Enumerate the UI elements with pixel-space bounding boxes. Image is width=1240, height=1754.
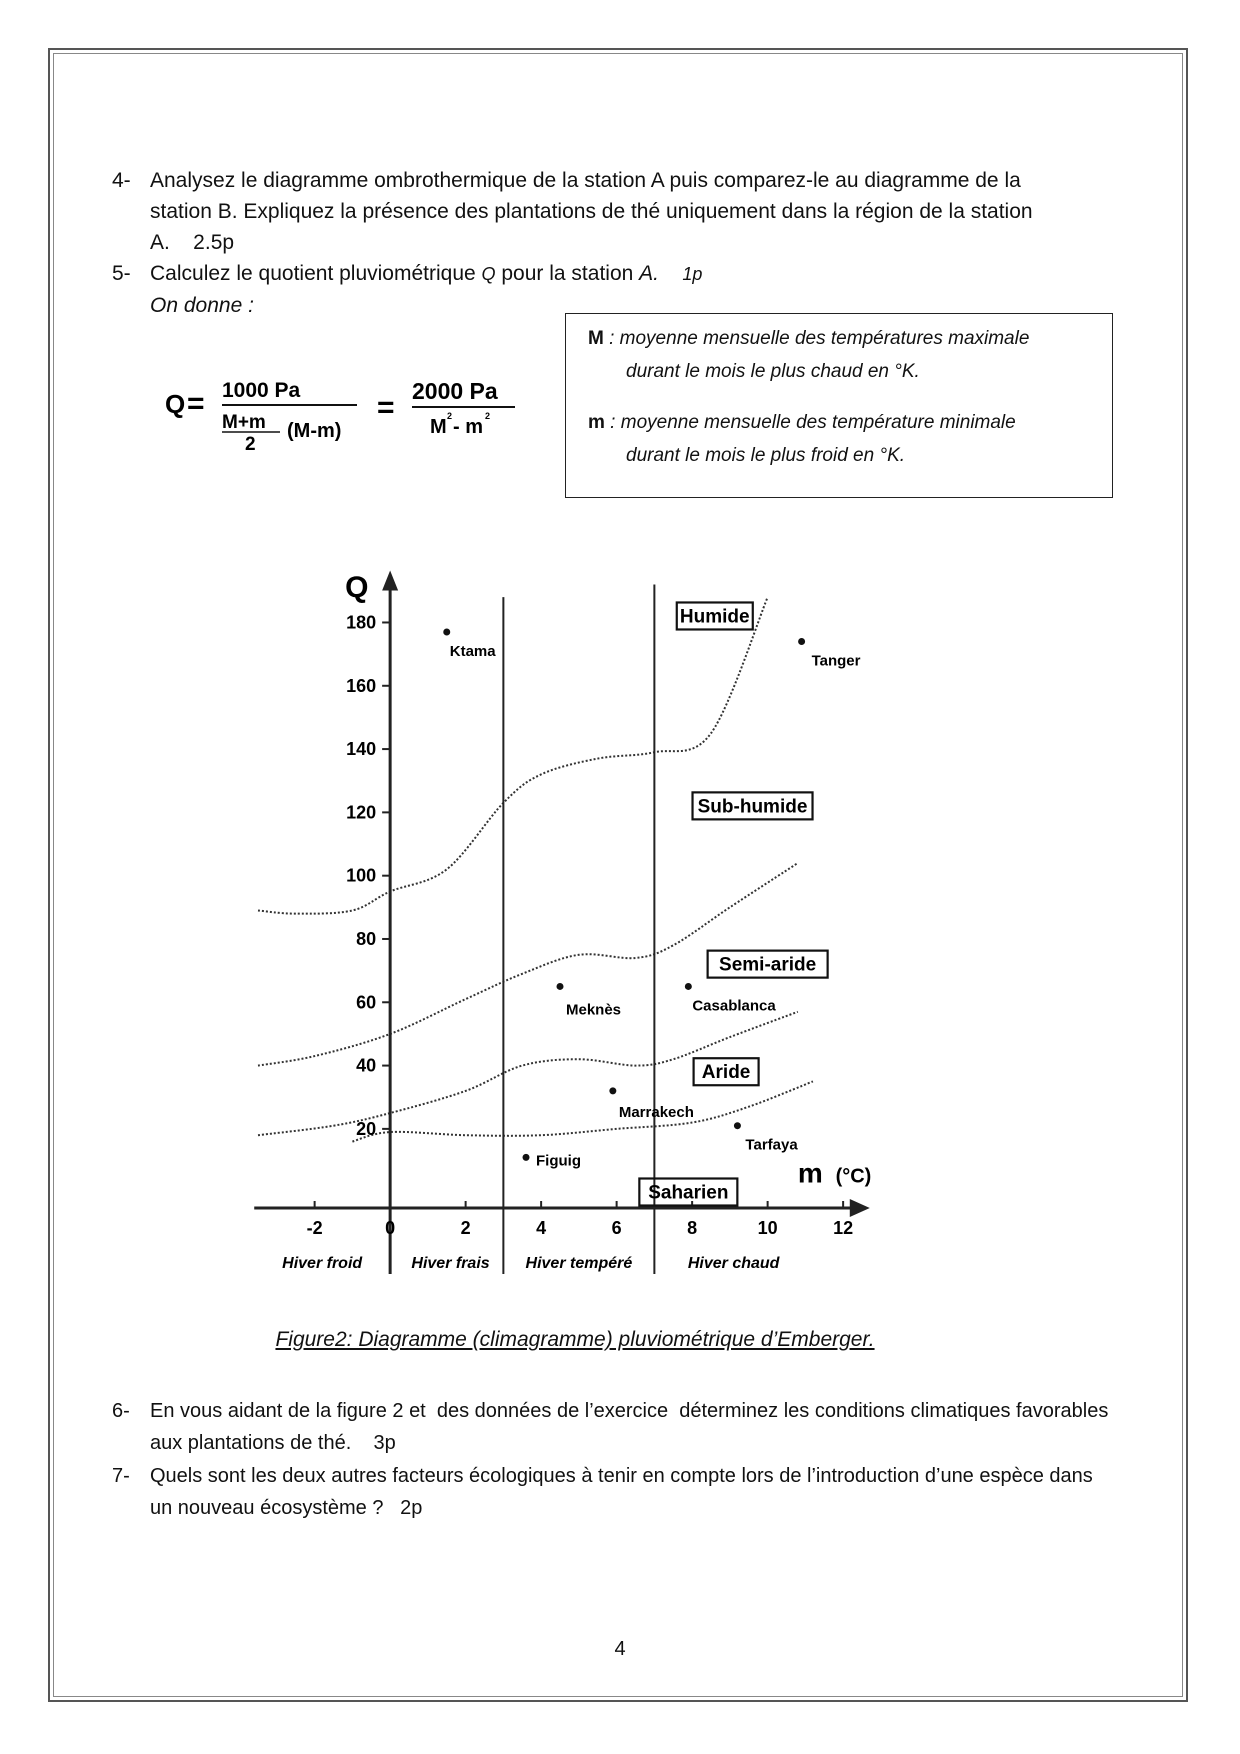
zone-label: Saharien bbox=[648, 1182, 729, 1204]
y-tick-label: 60 bbox=[356, 992, 377, 1013]
q-symbol: Q bbox=[481, 264, 496, 284]
equals-sign: = bbox=[187, 387, 205, 420]
definition-M-cont: durant le mois le plus chaud en °K. bbox=[626, 361, 920, 382]
question-line: Analysez le diagramme ombrothermique de la station A puis comparez-le au diagramme de la bbox=[150, 169, 1021, 192]
station-point bbox=[685, 983, 692, 990]
x-tick-label: 4 bbox=[536, 1218, 547, 1238]
y-axis-arrow bbox=[382, 570, 398, 590]
formula-den-top: M+m bbox=[222, 412, 266, 433]
formula-lhs: Q bbox=[165, 389, 186, 419]
station-point bbox=[523, 1154, 530, 1161]
winter-label: Hiver chaud bbox=[687, 1255, 780, 1272]
winter-label: Hiver frais bbox=[411, 1255, 490, 1272]
definition-text: : moyenne mensuelle des température minimale bbox=[604, 412, 1016, 433]
x-axis-unit: (°C) bbox=[835, 1165, 872, 1188]
page-number: 4 bbox=[614, 1638, 626, 1660]
station-label: Ktama bbox=[449, 642, 496, 660]
station-label: Meknès bbox=[566, 1001, 622, 1019]
x-tick-label: -2 bbox=[306, 1218, 323, 1238]
symbol-M: M bbox=[588, 328, 604, 349]
equals-sign: = bbox=[377, 391, 395, 424]
station-point bbox=[734, 1122, 741, 1129]
definition-text: : moyenne mensuelle des températures maximale bbox=[603, 328, 1030, 349]
formula-numerator-1: 1000 Pa bbox=[222, 379, 301, 402]
question-6 bbox=[112, 1395, 1108, 1459]
definition-m-cont: durant le mois le plus froid en °K. bbox=[626, 445, 906, 466]
question-line: En vous aidant de la figure 2 et des données de l’exercice déterminez les conditions climatiques favorables bbox=[150, 1400, 1109, 1422]
y-tick-label: 180 bbox=[346, 612, 377, 633]
formula-den-m: - m bbox=[453, 416, 483, 438]
formula-den-factor: (M-m) bbox=[287, 420, 342, 442]
question-number: 6- bbox=[112, 1400, 130, 1422]
y-tick-label: 100 bbox=[346, 865, 377, 886]
station-label: Figuig bbox=[536, 1152, 582, 1170]
winter-label: Hiver froid bbox=[282, 1255, 363, 1272]
winter-labels bbox=[282, 1255, 780, 1272]
formula-den-bottom: 2 bbox=[245, 434, 256, 455]
question-line: un nouveau écosystème ? 2p bbox=[150, 1497, 423, 1519]
x-tick-label: 8 bbox=[687, 1218, 698, 1238]
winter-dividers bbox=[503, 584, 654, 1274]
y-tick-label: 20 bbox=[356, 1118, 377, 1139]
x-tick-label: 10 bbox=[757, 1218, 778, 1238]
station-label: Casablanca bbox=[692, 997, 776, 1015]
question-number: 4- bbox=[112, 169, 131, 192]
question-line: station B. Expliquez la présence des plantations de thé uniquement dans la région de la station bbox=[150, 200, 1033, 223]
station-label: Marrakech bbox=[618, 1103, 694, 1121]
question-line: On donne : bbox=[150, 294, 254, 317]
y-tick-label: 140 bbox=[346, 739, 377, 760]
zone-boundary-line bbox=[258, 597, 768, 914]
y-tick-label: 40 bbox=[356, 1055, 377, 1076]
y-axis-label: Q bbox=[345, 571, 369, 605]
station-label: Tanger bbox=[811, 652, 861, 670]
zone-label: Aride bbox=[701, 1062, 751, 1084]
question-line: aux plantations de thé. 3p bbox=[150, 1432, 396, 1454]
question-line: A. 2.5p bbox=[150, 231, 235, 254]
figure-caption: Figure2: Diagramme (climagramme) pluviométrique d’Emberger. bbox=[275, 1328, 875, 1351]
formula-numerator-2: 2000 Pa bbox=[412, 378, 498, 404]
zone-label: Humide bbox=[679, 606, 750, 628]
y-tick-label: 120 bbox=[346, 802, 377, 823]
y-tick-label: 160 bbox=[346, 675, 377, 696]
station-label: A. bbox=[639, 262, 659, 285]
symbol-m: m bbox=[588, 412, 605, 433]
question-text: pour la station bbox=[495, 262, 640, 285]
station-label: Tarfaya bbox=[745, 1136, 798, 1154]
question-line: Quels sont les deux autres facteurs écologiques à tenir en compte lors de l’introduction d’une espèce dans bbox=[150, 1465, 1093, 1487]
zone-boundary-line bbox=[258, 863, 798, 1066]
x-tick-label: 0 bbox=[385, 1218, 396, 1238]
question-text: Calculez le quotient pluviométrique bbox=[150, 262, 482, 285]
exponent: 2 bbox=[447, 411, 453, 421]
y-tick-label: 80 bbox=[356, 928, 377, 949]
station-point bbox=[557, 983, 564, 990]
zone-boundaries bbox=[258, 597, 813, 1141]
question-number: 5- bbox=[112, 262, 131, 285]
station-point bbox=[798, 638, 805, 645]
station-point bbox=[443, 628, 450, 635]
x-tick-label: 2 bbox=[460, 1218, 471, 1238]
x-tick-label: 6 bbox=[611, 1218, 622, 1238]
y-ticks bbox=[346, 612, 390, 1138]
zone-label: Sub-humide bbox=[697, 796, 808, 818]
winter-label: Hiver tempéré bbox=[525, 1255, 633, 1272]
zone-label: Semi-aride bbox=[719, 954, 817, 976]
x-tick-label: 12 bbox=[833, 1218, 854, 1238]
points-label: 1p bbox=[682, 264, 703, 284]
x-axis-label: m bbox=[797, 1157, 823, 1189]
question-7 bbox=[112, 1460, 1093, 1524]
exponent: 2 bbox=[485, 411, 491, 421]
formula-den-M: M bbox=[430, 416, 447, 438]
question-number: 7- bbox=[112, 1465, 130, 1487]
x-axis-arrow bbox=[850, 1199, 870, 1217]
station-point bbox=[609, 1087, 616, 1094]
zone-boundary-line bbox=[352, 1081, 813, 1141]
